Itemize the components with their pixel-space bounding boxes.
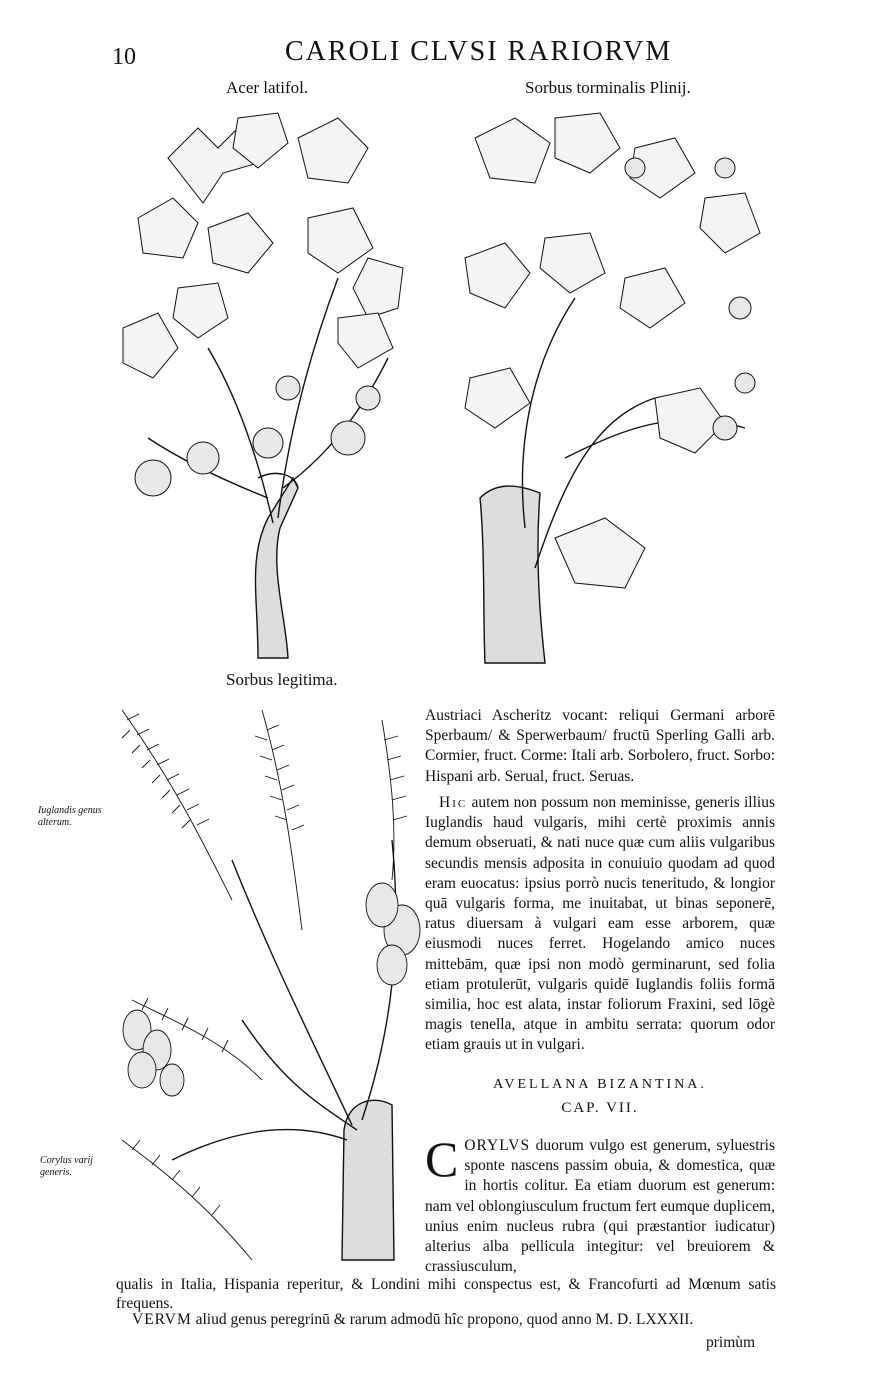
- section-heading: AVELLANA BIZANTINA.: [493, 1077, 707, 1092]
- drop-cap: C: [425, 1131, 459, 1187]
- sorbus-torminalis-illustration: [455, 98, 775, 668]
- paragraph-opening-word: ORYLVS: [464, 1137, 531, 1154]
- paragraph-body: aliud genus peregrinū & rarum admodū hîc propono, quod anno M. D. LXXXII.: [191, 1311, 694, 1328]
- paragraph-verum: [132, 1310, 776, 1329]
- margin-note-iuglandis: Iuglandis genus alterum.: [38, 805, 102, 828]
- paragraph-iuglandis: [425, 793, 775, 1056]
- chapter-number: CAP. VII.: [561, 1100, 639, 1116]
- margin-note-corylus: Corylus varij generis.: [40, 1155, 94, 1178]
- figure-caption-sorbus-torminalis: Sorbus torminalis Plinij.: [525, 78, 691, 97]
- paragraph-corylus: [425, 1131, 775, 1277]
- sorbus-legitima-illustration: [112, 700, 422, 1270]
- paragraph-body: duorum vulgo est generum, syluestris sponte nascens passim obuia, & domestica, quæ in hortis colitur. Ea etiam duorum est generum: nam vel oblongiusculum fructum fert eumque duplicem, unius enim nucleus rubra (qui præstantior iudicatur) alterius alba pellicula integitur: vel breuiorem & crassiusculum,: [425, 1137, 775, 1276]
- acer-tree-illustration: [108, 98, 428, 668]
- catchword: primùm: [706, 1334, 756, 1351]
- page-number: 10: [112, 44, 136, 70]
- running-title: CAROLI CLVSI RARIORVM: [285, 36, 673, 67]
- paragraph-opening-word: VERVM: [132, 1311, 192, 1328]
- paragraph-body: autem non possum non meminisse, generis illius Iuglandis haud vulgaris, mihi certè proximis annis demum obseruati, & nati nuce quæ cum aliis vulgaribus secundis mensis adposita in conuiuio quodam ad quod eram euocatus: ipsius porrò nucis teneritudo, & longior quā vulgaris forma, me inuitabat, ut binas seponerē, ratus diuersam à vulgari eam esse arborem, quæ eiusmodi nuces ferret. Hogelando amico nuces mittebām, quæ ipsi non modò germinarunt, sed folia etiam protulerūt, vulgaris quidē Iuglandis foliis formā similia, hoc est alata, instar foliorum Fraxini, sed lōgè magis tenella, atque in ambitu serrata: quorum odor etiam grauis ut in vulgari.: [425, 794, 775, 1054]
- paragraph-continuation: qualis in Italia, Hispania reperitur, & Londini mihi conspectus est, & Francofurti ad Mœnum satis frequens.: [116, 1276, 776, 1312]
- figure-caption-sorbus-legitima: Sorbus legitima.: [226, 670, 338, 689]
- paragraph-vernacular-names: Austriaci Ascheritz vocant: reliqui Germani arborē Sperbaum/ & Sperwerbaum/ fructū Sperling Galli arb. Cormier, fruct. Corme: Itali arb. Sorbolero, fruct. Sorbo: Hispani arb. Serual, fruct. Seruas.: [425, 707, 775, 785]
- figure-caption-acer: Acer latifol.: [226, 78, 309, 97]
- paragraph-opening-word: Hic: [439, 794, 468, 811]
